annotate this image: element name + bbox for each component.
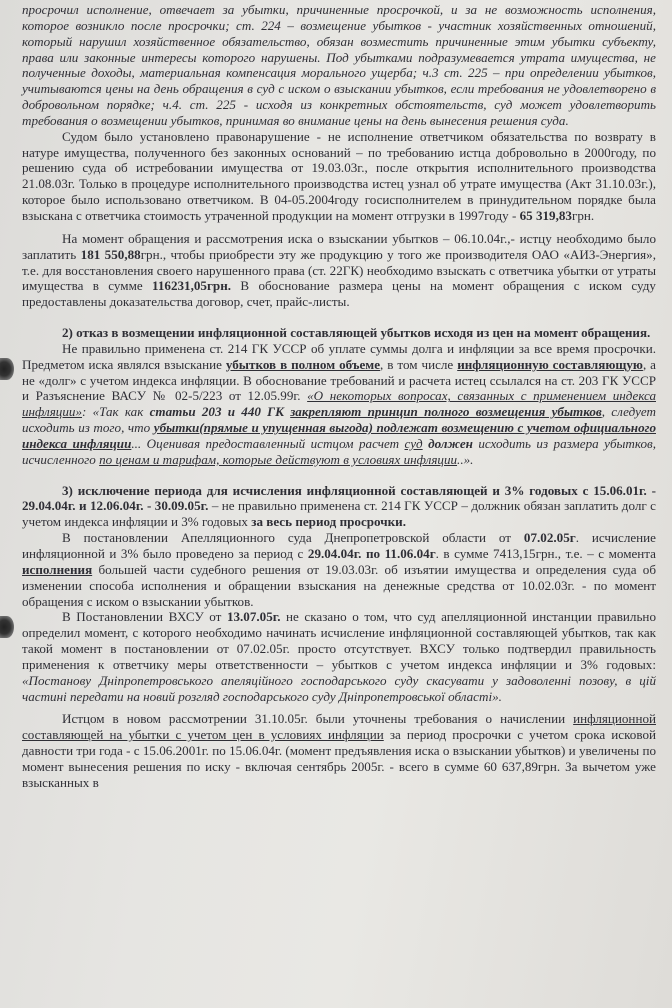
paragraph-p7 — [22, 711, 656, 790]
text-run: – не правильно применена ст. 214 ГК УССР – должник обязан заплатить долг с учетом индекса инфляции и 3% годовых — [22, 498, 656, 530]
text-run: закрепляют принцип полного возмещения убытков — [290, 404, 602, 420]
text-run: по ценам и тарифам, которые действуют в условиях инфляции — [99, 451, 458, 467]
text-run: 65 319,83 — [519, 207, 572, 223]
text-run: грн. — [571, 207, 595, 223]
text-run: убытки(прямые и упущенная выгода) подлежат возмещению с учетом официального индекса инфляции — [22, 420, 656, 451]
text-run: ... Оценивая предоставленный истцом расчет — [131, 435, 405, 451]
text-run: , а не «долг» с учетом индекса инфляции. В обоснование требований и расчета истец ссылался на ст. 203 ГК УССР и Разъяснение ВАСУ № 02-5/223 от 12.05.99г. — [22, 356, 656, 404]
text-run: грн., чтобы приобрести эту же продукцию у того же производителя ОАО «АИЗ-Энергия», т.е. для восстановления своего нарушенного права (ст. 22ГК) необходимо взыскать с ответчика убытки от утраты имущества в сумме — [22, 246, 656, 294]
paragraph-p5 — [22, 530, 656, 609]
text-run: просрочил исполнение, отвечает за убытки, причиненные просрочкой, и за не возможность исполнения, которое возникло после просрочки; ст. 224 – возмещение убытков - участник хозяйственных отношений, который нарушил хозяйственное обязательство, обязан возместить причиненные этим убытки субъекту, права или законные интересы которого нарушены. Под убытками подразумевается утрата имущества, не полученные доходы, материальная компенсация морального ущерба; ч.3 ст. 225 – при определении убытков, учитываются цены на день обращения в суд с иском о взыскании убытков, если требования не удовлетворено в добровольном порядке; ч.4. ст. 225 - исходя из конкретных обстоятельств, суд может удовлетворить требования о возмещении убытков, принимая во внимание цены на день вынесения решения суда. — [22, 2, 656, 128]
paragraph-p6 — [22, 609, 656, 704]
text-run: . исчисление инфляционной и 3% было проведено за период с — [22, 530, 656, 561]
text-run: «Постанову Дніпропетровського апеляційного господарського суду скасувати у задоволенні позову, в цій частині передати на новий розгляд господарського суду Дніпропетровської області». — [22, 672, 656, 704]
text-run: за весь период просрочки. — [251, 514, 406, 530]
text-run: : «Так как — [82, 404, 150, 420]
text-run: не сказано о том, что суд апелляционной инстанции правильно определил момент, с которого необходимо начинать исчисление инфляционной составляющей убытков, так как такой момент в постановлении от 07.02.05г. просто отсутствует. ВХСУ только подтвердил правильность применения к ответчику меры ответственности – убытков с учетом индекса инфляции и 3% годовых: — [22, 609, 656, 672]
text-run: , следует исходить из того, что — [22, 404, 656, 436]
text-run: 3) исключение периода для исчисления инфляционной составляющей и 3% годовых с 15.06.01г. - 29.04.04г. и 12.06.04г. - 30.09.05г. — [22, 482, 656, 514]
text-run: убытков в полном объеме — [225, 356, 381, 372]
paragraph-p4 — [22, 341, 656, 468]
paragraph-p3 — [22, 231, 656, 310]
paragraph-p2 — [22, 129, 656, 224]
text-run: 07.02.05г — [523, 530, 576, 546]
text-run: В обоснование размера цены на момент обращения с иском суду предоставлены доказательства договор, счет, прайс-листы. — [22, 278, 656, 310]
text-run: 13.07.05г. — [226, 609, 281, 625]
text-run: Не правильно применена ст. 214 ГК УССР об уплате суммы долга и инфляции за все время просрочки. Предметом иска являлся взыскание — [22, 340, 656, 372]
text-run: В постановлении Апелляционного суда Днепропетровской области от — [62, 530, 524, 546]
text-run: за период просрочки с учетом срока исковой давности три года - с 15.06.2001г. по 15.06.04г. (момент предъявления иска о взыскании убытков) и увеличены по момент вынесения решения по иску - включая сентябрь 2005г. - всего в сумме 60 637,89грн. За вычетом уже взысканных в — [22, 727, 656, 790]
text-run: исполнения — [22, 561, 93, 577]
text-run: исходить из размера убытков, исчисленного — [22, 435, 656, 467]
text-run: большей части судебного решения от 19.03.03г. об изъятии имущества и определения суда об изменении способа исполнения и обращении взыскания на денежные средства от 10.02.03г. - по момент обращения с иском о взыскании убытков. — [22, 561, 656, 609]
text-run: 181 550,88 — [80, 246, 141, 262]
text-run: суд — [404, 435, 423, 451]
text-run: . в сумме 7413,15грн., т.е. – с момента — [435, 546, 656, 561]
text-run: инфляционную составляющую — [457, 356, 643, 372]
binding-hole-top — [0, 358, 14, 380]
text-run: «О некоторых вопросах, связанных с применением индекса инфляции» — [22, 388, 656, 420]
text-run: ..». — [457, 451, 474, 467]
text-run: 29.04.04г. по 11.06.04г — [307, 546, 436, 561]
text-run: Судом было установлено правонарушение - не исполнение ответчиком обязательства по возврату в натуре имущества, полученного без законных оснований – по требованию истца добровольно в 2000году, по решению суда об истребовании имущества от 19.03.03г., после открытия исполнительного производства 21.08.03г. Только в процедуре исполнительного производства истец узнал об утрате имущества (Акт 31.10.03г.), которое было использовано ответчиком. В 04-05.2004году госисполнителем в принудительном порядке была взыскана с ответчика стоимость утраченной продукции на момент отгрузки в 1997году - — [22, 128, 656, 223]
binding-hole-bottom — [0, 616, 14, 638]
paragraph-p1 — [22, 2, 656, 129]
text-run: должен — [428, 435, 473, 451]
paragraph-h2 — [22, 325, 656, 341]
text-run: статьи 203 и 440 ГК — [149, 404, 284, 420]
text-run: , в том числе — [380, 356, 458, 372]
text-run: В Постановлении ВХСУ от — [62, 609, 227, 625]
text-run: На момент обращения и рассмотрения иска о взыскании убытков – 06.10.04г.,- истцу необходимо было заплатить — [22, 230, 656, 262]
paragraph-h3 — [22, 483, 656, 531]
text-run: Истцом в новом рассмотрении 31.10.05г. были уточнены требования о начислении — [62, 711, 574, 727]
text-run: 116231,05грн. — [152, 278, 232, 294]
text-run: 2) отказ в возмещении инфляционной составляющей убытков исходя из цен на момент обращения. — [62, 325, 651, 341]
text-run: инфляционной составляющей на убытки с учетом цен в условиях инфляции — [22, 711, 656, 743]
